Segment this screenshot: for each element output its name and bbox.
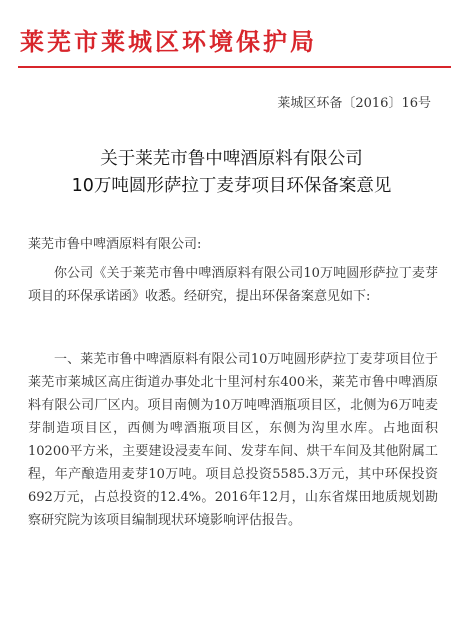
body-paragraph-2: 一、莱芜市鲁中啤酒原料有限公司10万吨圆形萨拉丁麦芽项目位于莱芜市莱城区高庄街道办事处北十里河村东400米，莱芜市鲁中啤酒原料有限公司厂区内。项目南侧为10万吨啤酒瓶项目区，北侧为6万吨麦芽制造项目区，西侧为啤酒瓶项目区，东侧为沟里水库。占地面积10200平方米，主要建设浸麦车间、发芽车间、烘干车间及其他附属工程，年产酿造用麦芽10万吨。项目总投资5585.3万元，其中环保投资692万元，占总投资的12.4%。2016年12月，山东省煤田地质规划勘察研究院为该项目编制现状环境影响评估报告。 xyxy=(28,352,438,528)
letterhead-title: 莱芜市莱城区环境保护局 xyxy=(20,28,317,56)
salutation: 莱芜市鲁中啤酒原料有限公司: xyxy=(28,237,202,252)
letterhead-red-rule xyxy=(18,66,451,68)
body-paragraph-1: 你公司《关于莱芜市鲁中啤酒原料有限公司10万吨圆形萨拉丁麦芽项目的环保承诺函》收悉。经研究，提出环保备案意见如下: xyxy=(28,266,438,304)
document-number: 莱城区环备〔2016〕16号 xyxy=(277,96,431,111)
document-title-line-1: 关于莱芜市鲁中啤酒原料有限公司 xyxy=(100,149,363,169)
document-title-line-2: 10万吨圆形萨拉丁麦芽项目环保备案意见 xyxy=(71,176,392,196)
